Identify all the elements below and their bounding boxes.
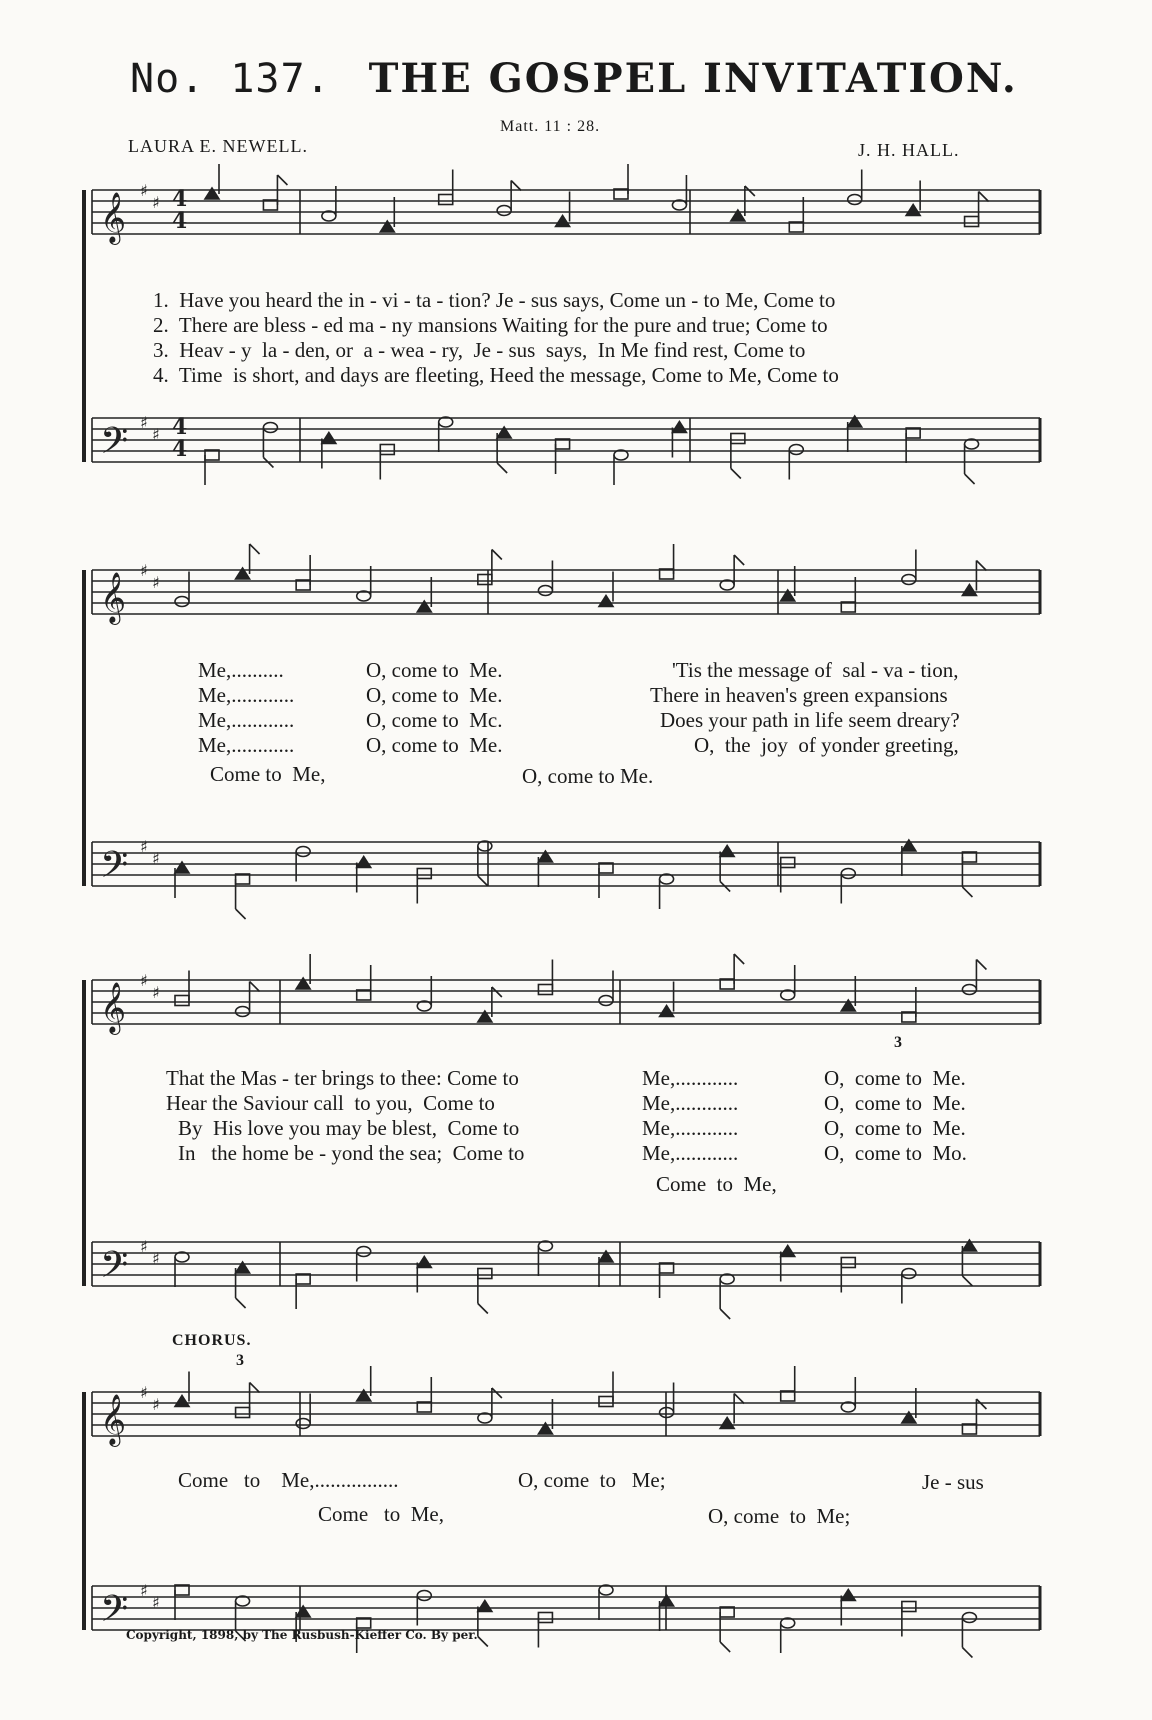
shape-note-square (380, 445, 394, 455)
time-signature: 4 (172, 414, 188, 440)
chorus-lyric-b: O, come to Me; (518, 1468, 666, 1492)
verse-2-line-system1: 2. There are bless - ed ma - ny mansions Waiting for the pure and true; Come to (153, 313, 828, 337)
shape-note-triangle (599, 596, 613, 607)
sharp-icon: ♯ (152, 425, 160, 444)
sharp-icon: ♯ (140, 837, 148, 856)
scripture-reference: Matt. 11 : 28. (500, 118, 601, 135)
note-flag (236, 909, 246, 919)
shape-note-triangle (417, 1257, 431, 1268)
verse-4-b-system2: O, come to Me. (366, 733, 503, 757)
sharp-icon: ♯ (140, 181, 148, 200)
shape-note-oval (962, 1613, 976, 1623)
bass-clef-icon: 𝄢 (100, 1588, 129, 1639)
note-flag (492, 987, 502, 997)
verse-4-a-system3: In the home be - yond the sea; Come to (178, 1141, 525, 1165)
note-flag (478, 1637, 488, 1647)
note-flag (962, 1276, 972, 1286)
shape-note-oval (296, 1419, 310, 1429)
shape-note-oval (417, 1591, 431, 1601)
shape-note-square (478, 1269, 492, 1279)
shape-note-square (902, 1602, 916, 1612)
shape-note-oval (263, 423, 277, 433)
shape-note-oval (902, 575, 916, 585)
treble-clef-icon: 𝄞 (100, 1394, 127, 1445)
triplet-mark-chorus: 3 (236, 1352, 244, 1369)
shape-note-square (236, 1408, 250, 1418)
verse-1-line-system1: 1. Have you heard the in - vi - ta - tion? Je - sus says, Come un - to Me, Come to (153, 288, 836, 312)
note-flag (976, 561, 986, 571)
shape-note-triangle (906, 205, 920, 216)
composer: J. H. HALL. (858, 140, 960, 160)
sharp-icon: ♯ (140, 971, 148, 990)
sharp-icon: ♯ (152, 193, 160, 212)
author: LAURA E. NEWELL. (128, 136, 308, 156)
shape-note-oval (848, 195, 862, 205)
sharp-icon: ♯ (140, 561, 148, 580)
sharp-icon: ♯ (152, 1249, 160, 1268)
verse-3-c-system2: Does your path in life seem dreary? (660, 708, 960, 732)
verse-3-a-system2: Me,............ (198, 708, 295, 732)
verse-1-a-system3: That the Mas - ter brings to thee: Come to (166, 1066, 519, 1090)
shape-note-square (599, 1397, 613, 1407)
verse-2-c-system3: O, come to Me. (824, 1091, 966, 1115)
verse-1-c-system2: 'Tis the message of sal - va - tion, (672, 658, 959, 682)
sharp-icon: ♯ (152, 573, 160, 592)
note-flag (965, 474, 975, 484)
shape-note-triangle (660, 1006, 674, 1017)
echo-come-to-me-system3: Come to Me, (656, 1172, 777, 1196)
echo-o-come-to-me-system2: O, come to Me. (522, 764, 654, 788)
shape-note-square (417, 869, 431, 879)
shape-note-oval (296, 847, 310, 857)
verse-4-line-system1: 4. Time is short, and days are fleeting, Heed the message, Come to Me, Come to (153, 363, 839, 387)
verse-1-b-system2: O, come to Me. (366, 658, 503, 682)
shape-note-triangle (720, 846, 734, 857)
shape-note-oval (599, 996, 613, 1006)
note-flag (277, 175, 287, 185)
shape-note-triangle (720, 1418, 734, 1429)
hymn-title: THE GOSPEL INVITATION. (368, 55, 1018, 102)
note-flag (250, 982, 260, 992)
note-flag (492, 550, 502, 560)
shape-note-triangle (556, 216, 570, 227)
verse-3-c-system3: O, come to Me. (824, 1116, 966, 1140)
hymn-number: No. 137. (130, 56, 331, 102)
note-flag (734, 555, 744, 565)
verse-2-c-system2: There in heaven's green expansions (650, 683, 948, 707)
shape-note-oval (497, 206, 511, 216)
note-flag (250, 1383, 260, 1393)
triplet-mark-system3: 3 (894, 1034, 902, 1051)
shape-note-square (965, 217, 979, 227)
shape-note-square (538, 985, 552, 995)
copyright-notice: Copyright, 1898, by The Rusbush-Kieffer Co. By per. (126, 1628, 478, 1642)
sharp-icon: ♯ (140, 1237, 148, 1256)
shape-note-triangle (322, 433, 336, 444)
sharp-icon: ♯ (140, 1581, 148, 1600)
verse-2-b-system2: O, come to Me. (366, 683, 503, 707)
treble-clef-icon: 𝄞 (100, 192, 127, 243)
note-flag (511, 181, 521, 191)
note-flag (962, 887, 972, 897)
verse-1-a-system2: Me,.......... (198, 658, 284, 682)
chorus-echo-2: O, come to Me; (708, 1504, 851, 1528)
sharp-icon: ♯ (140, 1383, 148, 1402)
shape-note-triangle (357, 857, 371, 868)
chorus-lyric-a: Come to Me,................ (178, 1468, 399, 1492)
note-flag (478, 876, 488, 886)
verse-2-b-system3: Me,............ (642, 1091, 739, 1115)
shape-note-triangle (781, 1246, 795, 1257)
note-flag (745, 186, 755, 196)
note-flag (734, 954, 744, 964)
time-signature: 4 (172, 436, 188, 462)
note-flag (236, 1298, 246, 1308)
sharp-icon: ♯ (152, 983, 160, 1002)
verse-3-b-system2: O, come to Mc. (366, 708, 503, 732)
verse-4-c-system3: O, come to Mo. (824, 1141, 967, 1165)
bass-clef-icon: 𝄢 (100, 844, 129, 895)
shape-note-oval (357, 1247, 371, 1257)
note-flag (720, 1309, 730, 1319)
verse-2-a-system2: Me,............ (198, 683, 295, 707)
verse-4-b-system3: Me,............ (642, 1141, 739, 1165)
verse-3-a-system3: By His love you may be blest, Come to (178, 1116, 520, 1140)
time-signature: 4 (172, 186, 188, 212)
note-flag (478, 1304, 488, 1314)
shape-note-square (175, 996, 189, 1006)
note-flag (979, 192, 989, 202)
shape-note-oval (841, 869, 855, 879)
shape-note-triangle (478, 1601, 492, 1612)
note-flag (497, 463, 507, 473)
chorus-lyric-c: Je - sus (922, 1470, 984, 1494)
sharp-icon: ♯ (152, 1593, 160, 1612)
verse-1-b-system3: Me,............ (642, 1066, 739, 1090)
shape-note-square (439, 195, 453, 205)
shape-note-oval (962, 985, 976, 995)
shape-note-square (478, 575, 492, 585)
treble-clef-icon: 𝄞 (100, 572, 127, 623)
sharp-icon: ♯ (152, 1395, 160, 1414)
verse-1-c-system3: O, come to Me. (824, 1066, 966, 1090)
note-flag (731, 469, 741, 479)
note-flag (976, 1399, 986, 1409)
sharp-icon: ♯ (152, 849, 160, 868)
bass-clef-icon: 𝄢 (100, 420, 129, 471)
echo-come-to-me-system2: Come to Me, (210, 762, 326, 786)
note-flag (976, 960, 986, 970)
note-flag (720, 1642, 730, 1652)
shape-note-oval (902, 1269, 916, 1279)
shape-note-oval (175, 597, 189, 607)
bass-clef-icon: 𝄢 (100, 1244, 129, 1295)
sharp-icon: ♯ (140, 413, 148, 432)
verse-3-b-system3: Me,............ (642, 1116, 739, 1140)
chorus-echo-1: Come to Me, (318, 1502, 444, 1526)
note-flag (734, 1394, 744, 1404)
time-signature: 4 (172, 208, 188, 234)
shape-note-square (731, 434, 745, 444)
shape-note-triangle (672, 422, 686, 433)
verse-4-c-system2: O, the joy of yonder greeting, (694, 733, 959, 757)
note-flag (492, 1388, 502, 1398)
note-flag (962, 1648, 972, 1658)
shape-note-square (781, 858, 795, 868)
shape-note-oval (236, 1007, 250, 1017)
verse-3-line-system1: 3. Heav - y la - den, or a - wea - ry, Je - sus says, In Me find rest, Come to (153, 338, 806, 362)
shape-note-triangle (175, 1396, 189, 1407)
shape-note-square (841, 1258, 855, 1268)
treble-clef-icon: 𝄞 (100, 982, 127, 1033)
verse-2-a-system3: Hear the Saviour call to you, Come to (166, 1091, 495, 1115)
verse-4-a-system2: Me,............ (198, 733, 295, 757)
shape-note-triangle (962, 585, 976, 596)
shape-note-oval (789, 445, 803, 455)
note-flag (250, 544, 260, 554)
chorus-label: CHORUS. (172, 1332, 252, 1349)
shape-note-square (538, 1613, 552, 1623)
shape-note-triangle (841, 1590, 855, 1601)
shape-note-oval (538, 586, 552, 596)
